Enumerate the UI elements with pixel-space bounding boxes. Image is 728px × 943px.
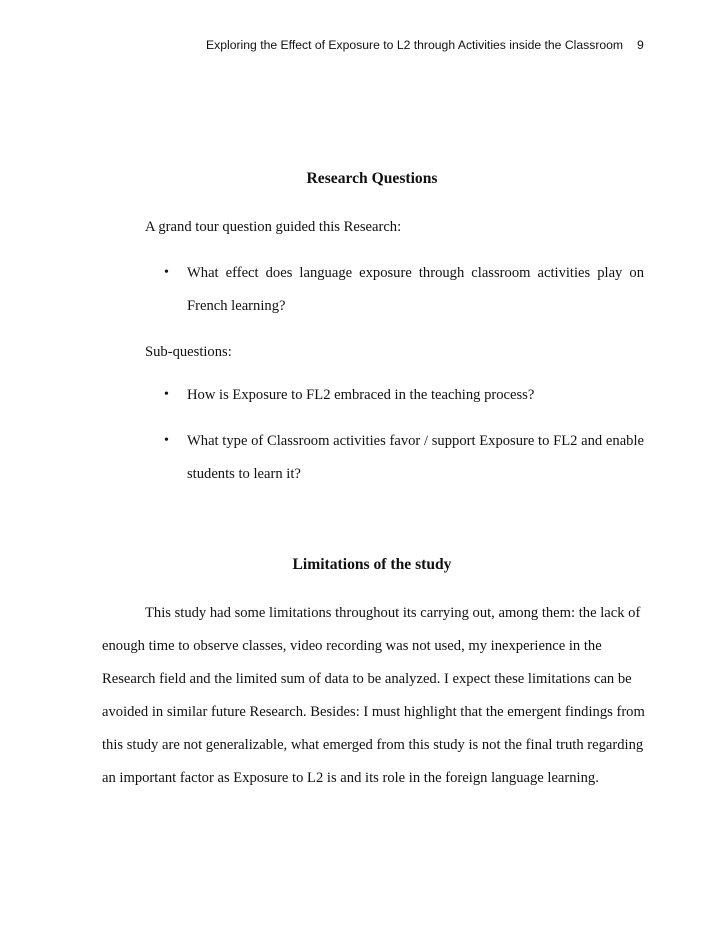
running-head-title: Exploring the Effect of Exposure to L2 through Activities inside the Classroom — [206, 38, 624, 52]
limitations-paragraph-line: an important factor as Exposure to L2 is and its role in the foreign language learning. — [102, 770, 599, 786]
grand-tour-intro: A grand tour question guided this Research: — [145, 219, 402, 235]
bullet-icon: • — [164, 387, 169, 402]
subquestion-1-line-1: How is Exposure to FL2 embraced in the teaching process? — [187, 387, 535, 403]
limitations-paragraph-line: avoided in similar future Research. Besides: I must highlight that the emergent findings from — [102, 704, 645, 720]
research-questions-heading: Research Questions — [306, 170, 438, 187]
limitations-paragraph-line: Research field and the limited sum of data to be analyzed. I expect these limitations can be — [102, 671, 632, 687]
subquestion-2-line-2: students to learn it? — [187, 466, 301, 482]
bullet-icon: • — [164, 265, 169, 280]
limitations-heading: Limitations of the study — [292, 556, 452, 573]
page-number: 9 — [637, 38, 644, 52]
subquestion-2-line-1: What type of Classroom activities favor / support Exposure to FL2 and enable — [187, 433, 644, 449]
limitations-paragraph-line: enough time to observe classes, video recording was not used, my inexperience in the — [102, 638, 602, 654]
running-head — [0, 38, 728, 58]
bullet-icon: • — [164, 433, 169, 448]
limitations-paragraph-line: This study had some limitations throughout its carrying out, among them: the lack of — [145, 605, 641, 621]
limitations-paragraph-line: this study are not generalizable, what emerged from this study is not the final truth regarding — [102, 737, 644, 753]
grand-tour-question-line-2: French learning? — [187, 298, 286, 314]
subquestions-label: Sub-questions: — [145, 344, 232, 360]
grand-tour-question-line-1: What effect does language exposure through classroom activities play on — [187, 265, 644, 281]
